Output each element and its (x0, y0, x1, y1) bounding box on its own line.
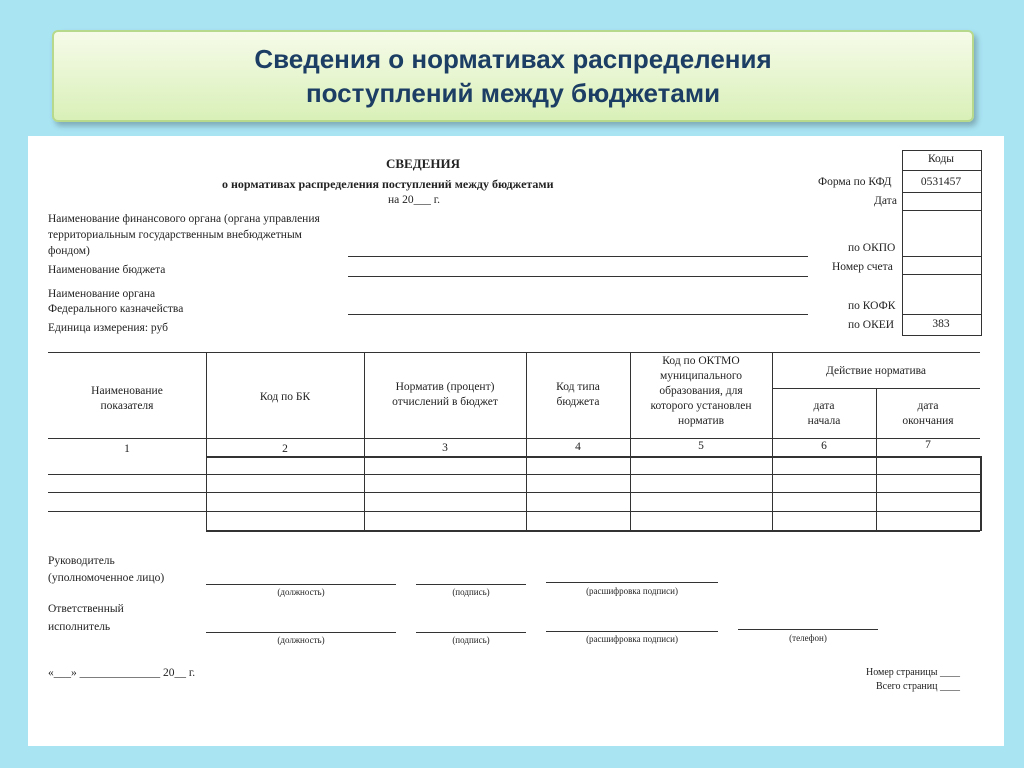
footer-total-pages: Всего страниц ____ (876, 681, 960, 692)
form-document (28, 136, 1004, 746)
header-indicator-name (48, 384, 206, 414)
header-text: бюджета (556, 396, 600, 408)
header-action-group: Действие норматива (826, 365, 926, 377)
codes-divider (902, 256, 981, 257)
codes-divider (902, 210, 981, 211)
header-text: норматив (677, 415, 725, 427)
slide-title-line-2: поступлений между бюджетами (305, 78, 721, 108)
header-text: дата (813, 400, 835, 412)
exec-signature-line (416, 632, 526, 633)
field-treasury-line-1: Наименование органа (48, 288, 156, 300)
header-budget-type (526, 380, 630, 410)
column-number: 6 (821, 440, 827, 452)
column-number: 1 (124, 443, 130, 455)
code-okei: 383 (932, 318, 950, 330)
header-text: Норматив (процент) (395, 381, 495, 393)
header-text: показателя (100, 400, 154, 412)
field-budget-underline (348, 276, 808, 277)
header-normative (364, 380, 526, 410)
field-fin-organ-line-2: территориальным государственным внебюджетным (48, 229, 302, 241)
exec-decoding-line (546, 631, 718, 632)
field-treasury-underline (348, 314, 808, 315)
label-account: Номер счета (832, 261, 893, 273)
table-row-line (48, 511, 980, 512)
codes-divider (902, 314, 981, 315)
head-decoding-caption: (расшифровка подписи) (586, 586, 678, 596)
header-text: образования, для (659, 385, 743, 397)
label-okei: по ОКЕИ (848, 319, 895, 331)
table-row-line (48, 474, 980, 475)
header-text: дата (917, 400, 939, 412)
header-text: Код по БК (259, 391, 311, 403)
label-kofk: по КОФК (848, 300, 896, 312)
form-year-line: на 20___ г. (388, 194, 441, 206)
footer-page-number: Номер страницы ____ (866, 667, 960, 678)
form-title: СВЕДЕНИЯ (386, 156, 460, 171)
field-fin-organ-line-1: Наименование финансового органа (органа управления (48, 213, 320, 225)
signature-exec-line-2: исполнитель (48, 621, 111, 633)
exec-position-caption: (должность) (277, 635, 325, 645)
head-position-caption: (должность) (277, 587, 325, 597)
column-number: 2 (282, 443, 288, 455)
column-number: 4 (575, 441, 581, 453)
header-text: окончания (902, 415, 954, 427)
header-oktmo (630, 354, 772, 429)
header-text: начала (807, 415, 841, 427)
table-top-border (48, 352, 980, 353)
head-signature-caption: (подпись) (452, 587, 490, 597)
label-date: Дата (874, 195, 897, 207)
header-bk-code (206, 390, 364, 405)
codes-divider (902, 274, 981, 275)
head-position-line (206, 584, 396, 585)
header-start-date (772, 399, 876, 429)
field-fin-organ-line-3: фондом) (48, 245, 90, 257)
field-fin-organ-underline (348, 256, 808, 257)
signature-exec-line-1: Ответственный (48, 603, 124, 615)
table-body-bottom (206, 530, 980, 532)
header-text: Код по ОКТМО (662, 355, 740, 367)
header-text: Код типа (556, 381, 600, 393)
header-end-date (876, 399, 980, 429)
label-okpo: по ОКПО (848, 242, 896, 254)
table-row-line (48, 492, 980, 493)
signature-head-line-1: Руководитель (48, 555, 115, 567)
field-budget: Наименование бюджета (48, 264, 166, 276)
column-number: 5 (698, 440, 704, 452)
codes-divider (902, 192, 981, 193)
label-form-kfd: Форма по КФД (818, 176, 892, 188)
exec-decoding-caption: (расшифровка подписи) (586, 634, 678, 644)
form-subtitle: о нормативах распределения поступлений между бюджетами (222, 177, 554, 191)
table-right-border (980, 456, 982, 531)
column-number: 3 (442, 442, 448, 454)
field-treasury-line-2: Федерального казначейства (48, 303, 184, 315)
header-text: отчислений в бюджет (392, 396, 498, 408)
header-text: Наименование (91, 385, 163, 397)
header-text: муниципального (659, 370, 743, 382)
field-unit: Единица измерения: руб (48, 322, 168, 334)
exec-position-line (206, 632, 396, 633)
exec-phone-caption: (телефон) (789, 633, 827, 643)
slide-title-line-1: Сведения о нормативах распределения (254, 44, 772, 74)
signature-head-line-2: (уполномоченное лицо) (48, 572, 165, 584)
title-banner (52, 30, 974, 122)
header-text: которого установлен (650, 400, 752, 412)
footer-date-line: «___» ______________ 20__ г. (48, 667, 196, 679)
slide-title (54, 42, 972, 110)
column-number: 7 (925, 439, 931, 451)
head-decoding-line (546, 582, 718, 583)
codes-header: Коды (927, 153, 955, 165)
head-signature-line (416, 584, 526, 585)
exec-signature-caption: (подпись) (452, 635, 490, 645)
code-form-kfd: 0531457 (920, 176, 962, 188)
exec-phone-line (738, 629, 878, 630)
codes-divider (902, 170, 981, 171)
